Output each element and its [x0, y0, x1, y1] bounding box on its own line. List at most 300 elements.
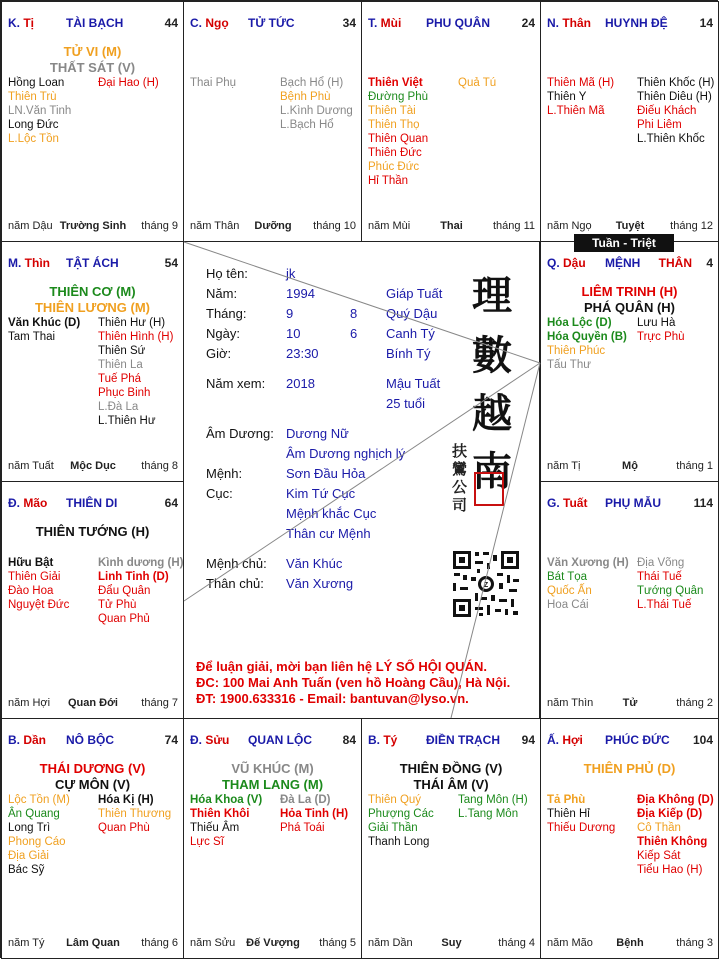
minor-star: Thiên Hỉ: [547, 808, 590, 820]
palace-name: PHU QUÂN: [426, 16, 491, 30]
minor-star: Hồng Loan: [8, 77, 65, 89]
minor-star: Thiên Quý: [368, 794, 422, 806]
minor-star: Tang Môn (H): [458, 794, 528, 806]
palace-stem: Q.: [547, 256, 564, 270]
palace-month: tháng 8: [141, 460, 178, 472]
palace-stem: N.: [547, 16, 563, 30]
minor-stars-left: [190, 76, 280, 90]
palace-month: tháng 4: [498, 937, 535, 949]
cuc-relation: Mệnh khắc Cục: [286, 506, 377, 521]
minor-star: Đường Phù: [368, 91, 428, 103]
name-label: Họ tên:: [206, 266, 248, 281]
minor-star: Thiên Khôi: [190, 808, 250, 820]
minor-star: Tử Phù: [98, 599, 137, 611]
age-value: 25 tuổi: [386, 396, 426, 411]
minor-stars-right: [98, 76, 184, 90]
center-info-panel: [183, 241, 540, 719]
main-star: LIÊM TRINH (H): [581, 284, 678, 299]
minor-star: Hoa Cái: [547, 599, 589, 611]
minor-star: Thiên Hư (H): [98, 317, 166, 329]
main-star: THIÊN ĐỒNG (V): [399, 761, 503, 776]
minor-star: Kiếp Sát: [637, 850, 681, 862]
palace-age-number: 84: [342, 733, 356, 747]
minor-star: L.Kình Dương: [280, 105, 353, 117]
minor-star: Điếu Khách: [637, 105, 697, 117]
minor-star: Thiên Thương: [98, 808, 172, 820]
minor-star: Phượng Các: [368, 808, 434, 820]
palace-footer: [8, 697, 178, 710]
palace-suu[interactable]: [183, 718, 362, 959]
main-stars: [2, 524, 183, 540]
main-star: THIÊN CƠ (M): [49, 284, 136, 299]
palace-name: HUYNH ĐỆ: [605, 16, 668, 30]
minor-star: Bác Sỹ: [8, 864, 45, 876]
minor-star: Phong Cáo: [8, 836, 66, 848]
palace-earthly-branch: Tị: [23, 16, 35, 30]
minor-stars-left: [8, 316, 98, 344]
palace-month: tháng 10: [313, 220, 356, 232]
palace-header: [190, 733, 356, 747]
minor-star: Lưu Hà: [637, 317, 676, 329]
view-year-label: Năm xem:: [206, 376, 266, 391]
year-can: Giáp Tuất: [386, 286, 443, 301]
minor-star: Hóa Khoa (V): [190, 794, 263, 806]
minor-stars-right: [637, 76, 719, 146]
day-lunar: 6: [350, 326, 358, 341]
menh-label: Mệnh:: [206, 466, 243, 481]
palace-footer: [190, 937, 356, 950]
palace-stem: T.: [368, 16, 381, 30]
palace-life-stage: Suy: [441, 937, 462, 949]
palace-ti[interactable]: [1, 1, 184, 242]
minor-star: Lộc Tồn (M): [8, 794, 70, 806]
amduong-label: Âm Dương:: [206, 426, 274, 441]
logo-char-4: 南: [472, 448, 512, 495]
palace-branch: [190, 733, 229, 747]
minor-star: Long Trì: [8, 822, 51, 834]
minor-star: Cô Thần: [637, 822, 681, 834]
contact-line-1: Để luận giải, mời bạn liên hệ LÝ SỐ HỘI QUÁN.: [196, 659, 487, 674]
minor-star: Tam Thai: [8, 331, 56, 343]
minor-star: Ân Quang: [8, 808, 60, 820]
minor-star: Thiếu Dương: [547, 822, 616, 834]
palace-header: [190, 16, 356, 30]
main-stars: [2, 761, 183, 793]
logo-char-3: 越: [472, 390, 512, 437]
palace-year: năm Ngọ: [547, 220, 592, 232]
amduong-note: Âm Dương nghịch lý: [286, 446, 406, 461]
minor-star: L.Tang Môn: [458, 808, 519, 820]
palace-earthly-branch: Ngọ: [205, 16, 229, 30]
palace-month: tháng 11: [492, 220, 535, 232]
seal-stamp-icon: [474, 472, 504, 506]
minor-stars-left: [547, 316, 637, 372]
minor-star: Thiên Tài: [368, 105, 416, 117]
palace-header: [547, 733, 713, 747]
minor-star: L.Thiên Hư: [98, 415, 156, 427]
minor-star: Hữu Bật: [8, 557, 54, 569]
main-star: THẤT SÁT (V): [49, 60, 136, 75]
main-star: PHÁ QUÂN (H): [584, 300, 675, 315]
menh-value: Sơn Đầu Hỏa: [286, 466, 366, 481]
palace-dau[interactable]: [540, 241, 719, 482]
main-stars: [362, 761, 540, 793]
minor-star: Thiên Y: [547, 91, 587, 103]
palace-month: tháng 3: [676, 937, 713, 949]
palace-life-stage: Tuyệt: [615, 220, 645, 232]
minor-star: L.Bạch Hổ: [280, 119, 334, 131]
main-stars: [541, 761, 718, 777]
palace-header: [8, 256, 178, 270]
minor-star: Tuế Phá: [98, 373, 142, 385]
main-star: CỰ MÔN (V): [54, 777, 131, 792]
thanchu-value: Văn Xương: [286, 576, 354, 591]
palace-name: NÔ BỘC: [66, 733, 114, 747]
minor-star: Tướng Quân: [637, 585, 704, 597]
palace-name: QUAN LỘC: [248, 733, 312, 747]
year-label: Năm:: [206, 286, 238, 301]
palace-branch: [368, 16, 401, 30]
minor-star: Kình dương (H): [98, 557, 184, 569]
minor-star: Nguyệt Đức: [8, 599, 70, 611]
main-stars: [184, 761, 361, 793]
palace-month: tháng 6: [141, 937, 178, 949]
palace-year: năm Mão: [547, 937, 593, 949]
palace-year: năm Dần: [368, 937, 413, 949]
month-label: Tháng:: [206, 306, 247, 321]
palace-branch: [8, 496, 47, 510]
main-star: THIÊN LƯƠNG (M): [34, 300, 151, 315]
palace-age-number: 64: [164, 496, 178, 510]
amduong-value: Dương Nữ: [286, 426, 349, 441]
palace-month: tháng 9: [141, 220, 178, 232]
logo-side-text: 扶 鸞 公 司: [452, 442, 468, 514]
minor-stars-left: [547, 76, 637, 118]
contact-line-2: ĐC: 100 Mai Anh Tuấn (ven hồ Hoàng Cầu), Hà Nội.: [196, 675, 511, 690]
palace-header: [8, 733, 178, 747]
day-solar: 10: [286, 326, 301, 341]
palace-life-stage: Tử: [622, 697, 638, 709]
palace-year: năm Tý: [8, 937, 45, 949]
palace-footer: [547, 697, 713, 710]
palace-footer: [8, 937, 178, 950]
palace-branch: [8, 256, 50, 270]
palace-year: năm Mùi: [368, 220, 411, 232]
palace-branch: [368, 733, 397, 747]
palace-header: [368, 16, 535, 30]
palace-than[interactable]: [540, 1, 719, 242]
palace-stem: G.: [547, 496, 564, 510]
palace-branch: [547, 733, 583, 747]
minor-star: Thiên Sứ: [98, 345, 146, 357]
minor-star: Thai Phụ: [190, 77, 237, 89]
month-can: Quý Dậu: [386, 306, 438, 321]
palace-age-number: 94: [521, 733, 535, 747]
minor-star: Quan Phù: [98, 822, 150, 834]
minor-star: Phục Binh: [98, 387, 151, 399]
month-lunar: 8: [350, 306, 358, 321]
minor-star: L.Thái Tuế: [637, 599, 692, 611]
minor-star: Đà La (D): [280, 794, 331, 806]
qr-code-icon[interactable]: [451, 549, 521, 619]
palace-year: năm Tị: [547, 460, 581, 472]
view-year-can: Mậu Tuất: [386, 376, 441, 391]
palace-age-number: 114: [693, 496, 713, 510]
minor-star: Thiên Diêu (H): [637, 91, 712, 103]
minor-star: Phúc Đức: [368, 161, 420, 173]
minor-stars-left: [368, 76, 458, 188]
palace-footer: [8, 220, 178, 233]
minor-star: Hỉ Thần: [368, 175, 409, 187]
minor-stars-right: [98, 556, 184, 626]
year-value: 1994: [286, 286, 315, 301]
palace-life-stage: Lâm Quan: [66, 937, 120, 949]
minor-stars-right: [98, 316, 184, 428]
minor-star: Thiếu Âm: [190, 822, 240, 834]
palace-earthly-branch: Dậu: [563, 256, 586, 270]
minor-star: Thanh Long: [368, 836, 430, 848]
minor-star: Địa Võng: [637, 557, 685, 569]
palace-branch: [547, 256, 586, 270]
minor-star: Địa Không (D): [637, 794, 714, 806]
minor-star: Thiên Trù: [8, 91, 57, 103]
main-star: THIÊN PHỦ (D): [583, 761, 676, 776]
palace-life-stage: Mộ: [622, 460, 638, 472]
view-year-value: 2018: [286, 376, 315, 391]
minor-star: Hóa Quyền (B): [547, 331, 627, 343]
palace-age-number: 34: [342, 16, 356, 30]
palace-stem: C.: [190, 16, 206, 30]
svg-text:Z: Z: [483, 582, 489, 589]
minor-star: Thiên Đức: [368, 147, 422, 159]
palace-name: PHỤ MẪU: [605, 496, 661, 510]
hour-label: Giờ:: [206, 346, 232, 361]
day-label: Ngày:: [206, 326, 240, 341]
palace-name: PHÚC ĐỨC: [605, 733, 670, 747]
minor-star: Trực Phù: [637, 331, 685, 343]
minor-star: Đào Hoa: [8, 585, 54, 597]
minor-star: Địa Giải: [8, 850, 49, 862]
palace-month: tháng 7: [141, 697, 178, 709]
hour-value: 23:30: [286, 346, 319, 361]
menhchu-value: Văn Khúc: [286, 556, 343, 571]
minor-stars-left: [8, 793, 98, 877]
minor-star: Văn Xương (H): [547, 557, 629, 569]
minor-star: L.Đà La: [98, 401, 139, 413]
palace-earthly-branch: Dần: [23, 733, 47, 747]
minor-stars-right: [280, 793, 362, 835]
menhchu-label: Mệnh chủ:: [206, 556, 267, 571]
minor-star: Quả Tú: [458, 77, 497, 89]
palace-stem: K.: [8, 16, 24, 30]
tuan-triet-marker: Tuần - Triệt: [574, 234, 674, 252]
minor-star: Thiên Phúc: [547, 345, 606, 357]
palace-age-number: 4: [706, 256, 713, 270]
cuc-label: Cục:: [206, 486, 233, 501]
palace-thin[interactable]: [1, 241, 184, 482]
minor-star: Thiên Khốc (H): [637, 77, 715, 89]
minor-star: Tiểu Hao (H): [637, 864, 703, 876]
palace-stem: Đ.: [190, 733, 206, 747]
main-star: THÁI DƯƠNG (V): [39, 761, 146, 776]
palace-earthly-branch: Sửu: [205, 733, 230, 747]
palace-year: năm Thìn: [547, 697, 594, 709]
palace-stem: M.: [8, 256, 25, 270]
minor-stars-right: [280, 76, 362, 132]
palace-earthly-branch: Mão: [23, 496, 48, 510]
minor-stars-left: [368, 793, 458, 849]
palace-life-stage: Trường Sinh: [59, 220, 127, 232]
minor-star: Thiên Mã (H): [547, 77, 615, 89]
palace-age-number: 54: [164, 256, 178, 270]
palace-ty[interactable]: [361, 718, 541, 959]
palace-footer: [368, 220, 535, 233]
main-stars: [541, 284, 718, 316]
minor-star: Linh Tinh (D): [98, 571, 169, 583]
minor-star: L.Thiên Mã: [547, 105, 605, 117]
minor-star: L.Thiên Khốc: [637, 133, 705, 145]
minor-star: Thiên Giải: [8, 571, 61, 583]
minor-star: Thiên Thọ: [368, 119, 420, 131]
palace-life-stage: Dưỡng: [254, 220, 292, 232]
palace-dan[interactable]: [1, 718, 184, 959]
palace-age-number: 24: [521, 16, 535, 30]
than-position: Thân cư Mệnh: [286, 526, 371, 541]
contact-line-3[interactable]: ĐT: 1900.633316 - Email: bantuvan@lyso.vn.: [196, 691, 469, 706]
palace-name: TẬT ÁCH: [66, 256, 119, 270]
minor-star: L.Lộc Tồn: [8, 133, 59, 145]
palace-mui[interactable]: [361, 1, 541, 242]
palace-life-stage: Quan Đới: [68, 697, 118, 709]
palace-earthly-branch: Hợi: [562, 733, 583, 747]
palace-tuat[interactable]: [540, 481, 719, 719]
minor-stars-left: [547, 793, 637, 835]
minor-star: LN.Văn Tinh: [8, 105, 72, 117]
palace-year: năm Dậu: [8, 220, 53, 232]
palace-name: TÀI BẠCH: [66, 16, 124, 30]
minor-star: Địa Kiếp (D): [637, 808, 703, 820]
palace-branch: [8, 733, 46, 747]
palace-header: [368, 733, 535, 747]
main-star: TỬ VI (M): [63, 44, 122, 59]
palace-life-stage: Bệnh: [616, 937, 644, 949]
palace-header: [8, 16, 178, 30]
minor-star: Hóa Lộc (D): [547, 317, 612, 329]
minor-star: Thiên Quan: [368, 133, 429, 145]
minor-star: Thiên La: [98, 359, 143, 371]
minor-star: Phi Liêm: [637, 119, 682, 131]
palace-name: THIÊN DI: [66, 496, 118, 510]
palace-name: ĐIỀN TRẠCH: [426, 733, 500, 747]
palace-footer: [368, 937, 535, 950]
minor-star: Tấu Thư: [547, 359, 591, 371]
hour-can: Bính Tý: [386, 346, 431, 361]
minor-stars-right: [637, 793, 719, 877]
logo-char-2: 數: [472, 332, 512, 379]
palace-ngo[interactable]: [183, 1, 362, 242]
palace-footer: [547, 937, 713, 950]
cuc-value: Kim Tứ Cục: [286, 486, 356, 501]
minor-star: Thiên Hình (H): [98, 331, 174, 343]
palace-earthly-branch: Thìn: [24, 256, 50, 270]
palace-header: [547, 16, 713, 30]
minor-star: Bạch Hổ (H): [280, 77, 344, 89]
minor-star: Bát Tọa: [547, 571, 588, 583]
minor-star: Văn Khúc (D): [8, 317, 81, 329]
minor-star: Thiên Việt: [368, 77, 423, 89]
palace-header: [547, 496, 713, 510]
palace-stem: B.: [8, 733, 24, 747]
palace-stem: Đ.: [8, 496, 24, 510]
thanchu-label: Thân chủ:: [206, 576, 264, 591]
than-marker: THÂN: [658, 256, 692, 270]
palace-mao[interactable]: [1, 481, 184, 719]
palace-name: MỆNH: [605, 256, 641, 270]
palace-year: năm Sửu: [190, 937, 236, 949]
palace-branch: [8, 16, 34, 30]
minor-star: Thiên Không: [637, 836, 708, 848]
minor-stars-right: [98, 793, 184, 835]
palace-month: tháng 5: [319, 937, 356, 949]
main-star: THAM LANG (M): [221, 777, 324, 792]
minor-star: Hỏa Tinh (H): [280, 808, 349, 820]
palace-age-number: 104: [692, 733, 713, 747]
name-value: jk: [286, 266, 296, 281]
minor-star: Lực Sĩ: [190, 836, 224, 848]
main-star: VŨ KHÚC (M): [231, 761, 314, 776]
main-stars: [2, 284, 183, 316]
palace-hoi[interactable]: [540, 718, 719, 959]
palace-earthly-branch: Thân: [562, 16, 592, 30]
minor-stars-left: [8, 556, 98, 612]
minor-stars-right: [458, 793, 541, 821]
minor-star: Hóa Kị (H): [98, 794, 154, 806]
minor-star: Quốc Ấn: [547, 585, 592, 597]
minor-star: Thái Tuế: [637, 571, 682, 583]
palace-earthly-branch: Tý: [383, 733, 398, 747]
palace-earthly-branch: Mùi: [380, 16, 402, 30]
main-stars: [2, 44, 183, 76]
minor-star: Đại Hao (H): [98, 77, 159, 89]
minor-stars-right: [637, 316, 719, 344]
minor-star: Phá Toái: [280, 822, 325, 834]
minor-stars-left: [8, 76, 98, 146]
palace-life-stage: Mộc Dục: [70, 460, 116, 472]
palace-branch: [190, 16, 229, 30]
minor-star: Quan Phủ: [98, 613, 150, 625]
palace-year: năm Thân: [190, 220, 240, 232]
minor-star: Long Đức: [8, 119, 59, 131]
palace-footer: [8, 460, 178, 473]
minor-star: Tả Phù: [547, 794, 586, 806]
day-can: Canh Tý: [386, 326, 435, 341]
palace-footer: [547, 460, 713, 473]
palace-stem: B.: [368, 733, 384, 747]
palace-header: [8, 496, 178, 510]
main-star: THIÊN TƯỚNG (H): [35, 524, 150, 539]
palace-footer: [190, 220, 356, 233]
palace-age-number: 14: [699, 16, 713, 30]
palace-age-number: 74: [164, 733, 178, 747]
minor-stars-left: [190, 793, 280, 849]
palace-life-stage: Đế Vượng: [246, 937, 300, 949]
minor-star: Giải Thần: [368, 822, 418, 834]
palace-age-number: 44: [164, 16, 178, 30]
logo-char-1: 理: [472, 272, 512, 319]
palace-year: năm Tuất: [8, 460, 54, 472]
minor-stars-right: [458, 76, 541, 90]
palace-earthly-branch: Tuất: [563, 496, 588, 510]
